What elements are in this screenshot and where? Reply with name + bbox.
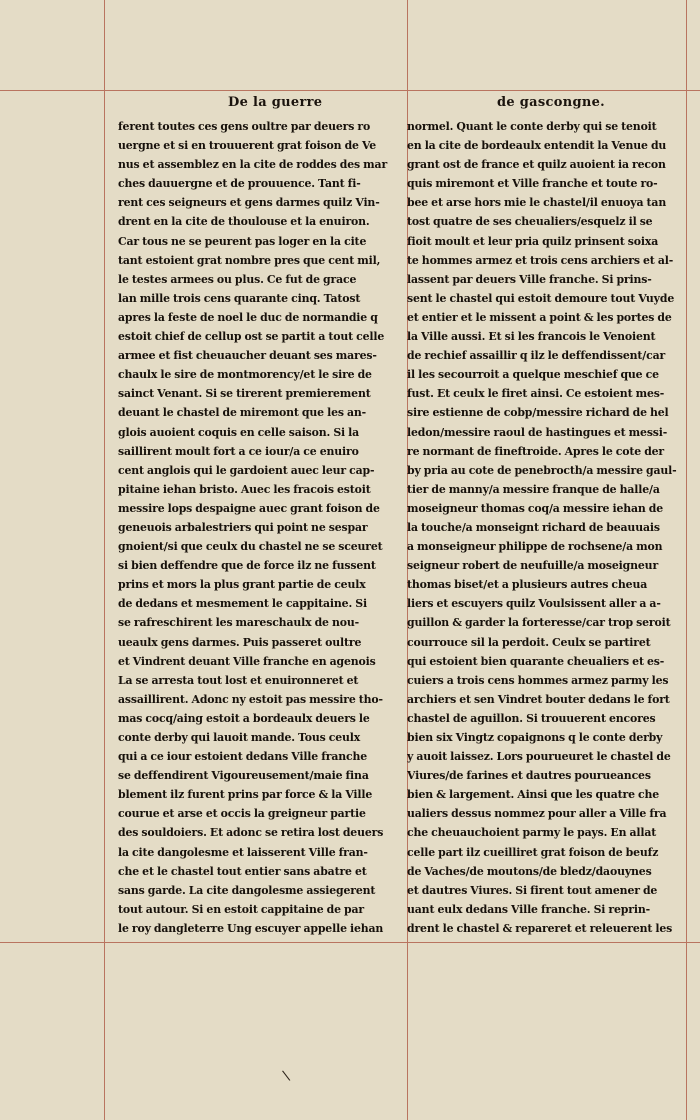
text-line: si bien deffendre que de force ilz ne fussent	[118, 559, 376, 573]
running-head-right: de gascongne.	[497, 95, 605, 110]
text-line: blement ilz furent prins par force & la Ville	[118, 788, 373, 802]
text-line: normel. Quant le conte derby qui se tenoit	[407, 120, 657, 133]
text-line: liers et escuyers quilz Voulsissent aller a a-	[407, 597, 661, 611]
text-line: apres la feste de noel le duc de normandie q	[118, 310, 378, 324]
text-line: moseigneur thomas coq/a messire iehan de	[407, 501, 664, 515]
text-line: des souldoiers. Et adonc se retira lost deuers	[118, 826, 384, 840]
text-line: et Vindrent deuant Ville franche en agenois	[118, 654, 376, 668]
text-line: courrouce sil la perdoit. Ceulx se partiret	[407, 635, 651, 649]
text-line: La se arresta tout lost et enuironneret et	[118, 673, 359, 687]
text-line: estoit chief de cellup ost se partit a tout celle	[118, 330, 385, 344]
text-line: pitaine iehan bristo. Auec les fracois estoit	[118, 482, 371, 496]
text-column-left	[118, 117, 404, 938]
text-line: de Vaches/de moutons/de bledz/daouynes	[407, 864, 652, 878]
text-line: te hommes armez et trois cens archiers et al-	[407, 253, 674, 267]
text-line: armee et fist cheuaucher deuant ses mares-	[118, 349, 377, 363]
text-line: nus et assemblez en la cite de roddes des mar	[118, 158, 388, 172]
text-line: ches dauuergne et de prouuence. Tant fi-	[118, 177, 361, 191]
text-line: conte derby qui lauoit mande. Tous ceulx	[118, 731, 361, 744]
text-line: messire lops despaigne auec grant foison de	[118, 501, 380, 515]
text-line: assaillirent. Adonc ny estoit pas messire tho-	[118, 692, 383, 706]
text-line: cent anglois qui le gardoient auec leur cap-	[118, 463, 375, 477]
text-line: mas cocq/aing estoit a bordeaulx deuers le	[118, 711, 370, 725]
text-line: de rechief assaillir q ilz le deffendissent/car	[407, 349, 666, 363]
text-line: le testes armees ou plus. Ce fut de grace	[118, 272, 357, 286]
text-line: en la cite de bordeaulx entendit la Venue du	[407, 139, 667, 153]
text-line: rent ces seigneurs et gens darmes quilz Vin-	[118, 196, 380, 210]
text-line: grant ost de france et quilz auoient ia recon	[407, 158, 666, 172]
text-line: sans garde. La cite dangolesme assiegerent	[118, 883, 376, 897]
text-line: cuiers a trois cens hommes armez parmy les	[407, 673, 669, 687]
text-line: bien & largement. Ainsi que les quatre che	[407, 788, 660, 802]
text-line: et dautres Viures. Si firent tout amener de	[407, 883, 658, 897]
text-line: la Ville aussi. Et si les francois le Venoient	[407, 330, 656, 344]
text-line: il les secourroit a quelque meschief que ce	[407, 368, 659, 382]
text-line: Car tous ne se peurent pas loger en la cite	[118, 234, 367, 248]
text-line: deuant le chastel de miremont que les an-	[118, 406, 367, 420]
text-line: a monseigneur philippe de rochsene/a mon	[407, 540, 663, 554]
text-line: ualiers dessus nommez pour aller a Ville fra	[407, 807, 667, 821]
text-line: de dedans et mesmement le cappitaine. Si	[118, 597, 367, 611]
text-line: prins et mors la plus grant partie de ceulx	[118, 578, 366, 592]
text-line: che cheuauchoient parmy le pays. En allat	[407, 826, 657, 840]
text-line: courue et arse et occis la greigneur partie	[118, 807, 366, 821]
text-line: guillon & garder la forteresse/car trop seroit	[407, 616, 671, 630]
text-line: se rafreschirent les mareschaulx de nou-	[118, 616, 359, 630]
text-line: qui a ce iour estoient dedans Ville franche	[118, 750, 368, 764]
text-line: Viures/de farines et dautres pourueances	[407, 769, 651, 783]
top-rule	[0, 90, 700, 91]
text-line: la touche/a monseignt richard de beauuais	[407, 520, 660, 534]
text-line: sainct Venant. Si se tirerent premierement	[118, 387, 371, 401]
text-line: la cite dangolesme et laisserent Ville fran-	[118, 845, 368, 859]
text-line: archiers et sen Vindret bouter dedans le fort	[407, 692, 670, 706]
text-line: chaulx le sire de montmorency/et le sire de	[118, 368, 372, 382]
text-line: glois auoient coquis en celle saison. Si la	[118, 425, 360, 439]
text-line: geneuois arbalestriers qui point ne sespar	[118, 520, 368, 534]
text-line: drent le chastel & repareret et releuerent les	[407, 921, 673, 935]
text-line: seigneur robert de neufuille/a moseigneur	[407, 559, 659, 573]
text-line: che et le chastel tout entier sans abatre et	[118, 864, 367, 878]
text-line: saillirent moult fort a ce iour/a ce enuiro	[118, 444, 359, 458]
text-line: sire estienne de cobp/messire richard de hel	[407, 406, 669, 420]
text-line: y auoit laissez. Lors pourueuret le chastel de	[407, 750, 671, 764]
text-line: et entier et le missent a point & les portes de	[407, 310, 672, 324]
text-line: fioit moult et leur pria quilz prinsent soixa	[407, 234, 659, 248]
text-line: ueaulx gens darmes. Puis passeret oultre	[118, 635, 362, 649]
text-line: tout autour. Si en estoit cappitaine de par	[118, 902, 365, 916]
text-line: tant estoient grat nombre pres que cent mil,	[118, 253, 381, 267]
text-line: ledon/messire raoul de hastingues et messi-	[407, 425, 668, 439]
margin-rule-left	[104, 0, 105, 1120]
text-line: tost quatre de ses cheualiers/esquelz il se	[407, 215, 653, 229]
text-line: bee et arse hors mie le chastel/il enuoya tan	[407, 196, 667, 210]
text-line: gnoient/si que ceulx du chastel ne se sceuret	[118, 540, 383, 554]
text-line: bien six Vingtz copaignons q le conte derby	[407, 731, 663, 744]
text-line: by pria au cote de penebrocth/a messire gaul-	[407, 463, 677, 477]
text-line: se deffendirent Vigoureusement/maie fina	[118, 769, 369, 783]
text-line: sent le chastel qui estoit demoure tout Vuyde	[407, 291, 675, 305]
text-line: qui estoient bien quarante cheualiers et es-	[407, 654, 665, 668]
text-line: chastel de aguillon. Si trouuerent encores	[407, 711, 656, 725]
text-line: tier de manny/a messire franque de halle/a	[407, 482, 660, 496]
text-line: le roy dangleterre Ung escuyer appelle iehan	[118, 921, 384, 935]
text-line: celle part ilz cueilliret grat foison de beufz	[407, 845, 659, 859]
bottom-rule	[0, 942, 700, 943]
text-line: lan mille trois cens quarante cinq. Tatost	[118, 291, 361, 305]
text-line: uant eulx dedans Ville franche. Si reprin-	[407, 902, 650, 916]
text-line: uergne et si en trouuerent grat foison de Ve	[118, 139, 377, 153]
text-line: drent en la cite de thoulouse et la enuiron.	[118, 215, 370, 229]
text-line: fust. Et ceulx le firet ainsi. Ce estoient mes-	[407, 387, 665, 401]
margin-rule-right	[686, 0, 687, 1120]
text-line: thomas biset/et a plusieurs autres cheua	[407, 578, 648, 592]
text-line: ferent toutes ces gens oultre par deuers ro	[118, 120, 371, 133]
text-line: re normant de fineftroide. Apres le cote der	[407, 444, 665, 458]
running-head-left: De la guerre	[228, 95, 323, 110]
text-line: lassent par deuers Ville franche. Si prins-	[407, 272, 652, 286]
text-line: quis miremont et Ville franche et toute ro-	[407, 177, 658, 191]
stray-mark: \	[281, 1067, 292, 1085]
text-column-right	[407, 117, 686, 938]
